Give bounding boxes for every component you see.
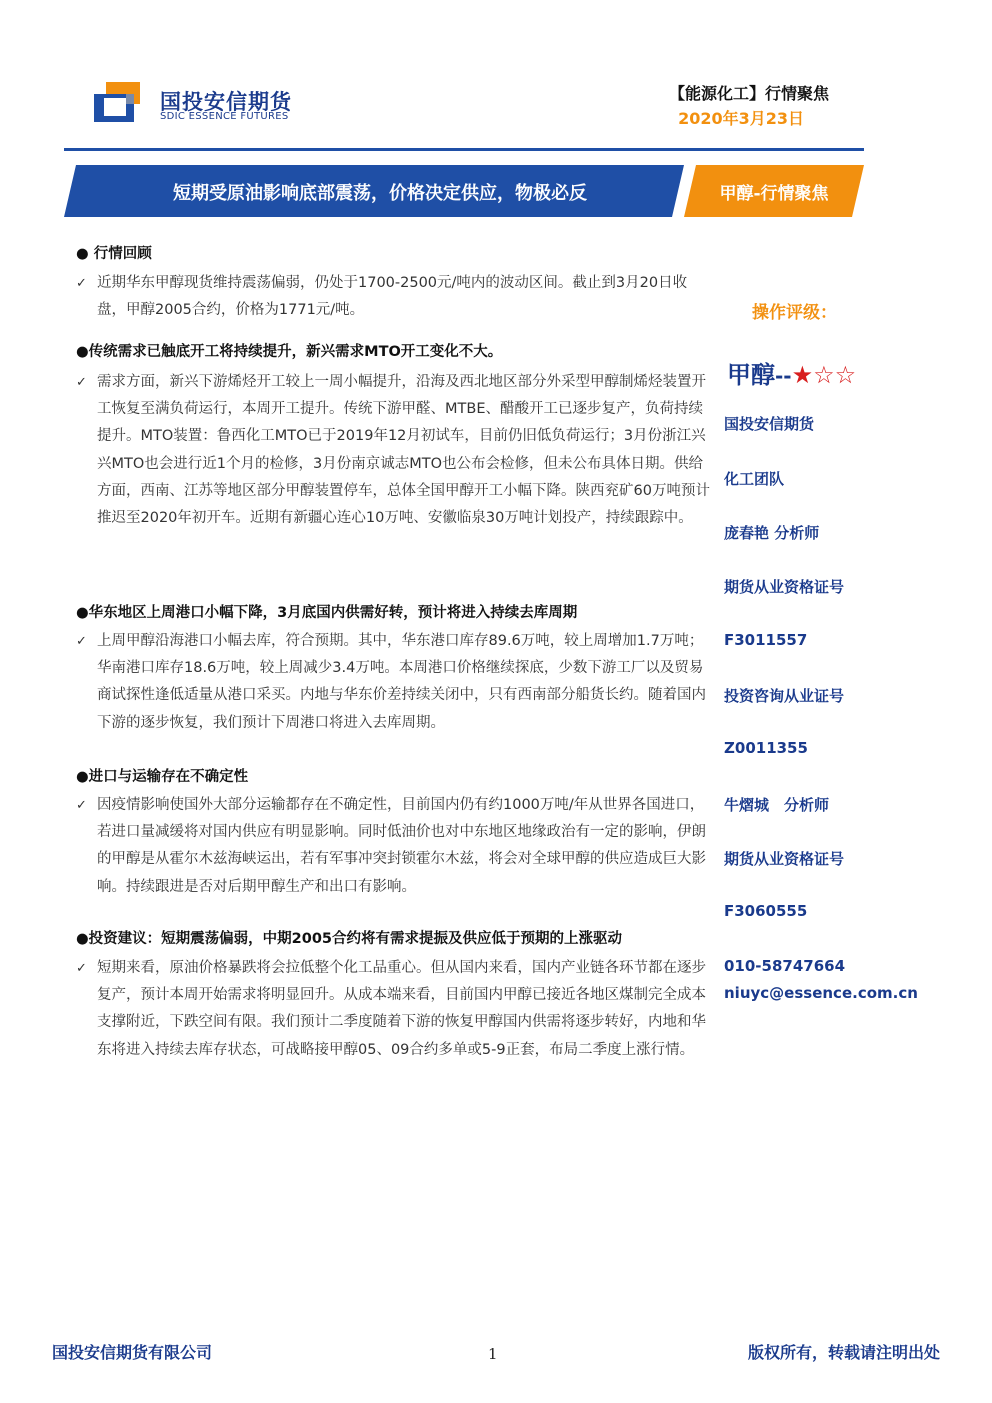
- license-number-2: F3060555: [724, 902, 808, 920]
- company-name-cn: 国投安信期货: [160, 90, 292, 114]
- company-logo: [92, 80, 150, 124]
- section-paragraph-investment-advice: ✓ 短期来看，原油价格暴跌将会拉低整个化工品重心。但从国内来看，国内产业链各环节都在逐步复产，预计本周开始需求将明显回升。从成本端来看，目前国内甲醇已接近各地区煤制完全成本支撑附近，下跌空间有限。我们预计二季度随着下游的恢复甲醇国内供需将逐步转好，内地和华东将进入持续去库存状态，可战略接甲醇05、09合约多单或5-9正套，布局二季度上涨行情。: [76, 955, 716, 1064]
- banner-title: 短期受原油影响底部震荡，价格决定供应，物极必反: [173, 183, 587, 204]
- report-date: 2020年3月23日: [678, 109, 804, 128]
- rating: [727, 355, 856, 390]
- consult-license-number: Z0011355: [724, 739, 808, 757]
- section-paragraph-port-inventory: ✓ 上周甲醇沿海港口小幅去库，符合预期。其中，华东港口库存89.6万吨，较上周增加1.7万吨；华南港口库存18.6万吨，较上周减少3.4万吨。本周港口价格继续探底，少数下游工厂以及贸易商试探性逢低适量从港口采买。内地与华东价差持续关闭中，只有西南部分船货长约。随着国内下游的逐步恢复，我们预计下周港口将进入去库周期。: [76, 628, 716, 737]
- rating-dash: --: [775, 364, 792, 388]
- section-heading-market-review: ● 行情回顾: [76, 246, 152, 262]
- check-icon: ✓: [76, 375, 87, 390]
- section-paragraph-market-review: ✓ 近期华东甲醇现货维持震荡偏弱，仍处于1700-2500元/吨内的波动区间。截止到3月20日收盘，甲醇2005合约，价格为1771元/吨。: [76, 270, 716, 326]
- check-icon: ✓: [76, 961, 87, 976]
- rating-label: 操作评级：: [752, 303, 837, 323]
- footer-copyright: 版权所有，转载请注明出处: [747, 1343, 940, 1362]
- section-paragraph-demand: ✓ 需求方面，新兴下游烯烃开工较上一周小幅提升，沿海及西北地区部分外采型甲醇制烯烃装置开工恢复至满负荷运行，本周开工提升。传统下游甲醛、MTBE、醋酸开工已逐步复产，负荷持续提升。MTO装置：鲁西化工MTO已于2019年12月初试车，目前仍旧低负荷运行；3月份浙江兴兴MTO也会进行近1个月的检修，3月份南京诚志MTO也公布会检修，但未公布具体日期。供给方面，西南、江苏等地区部分甲醇装置停车，总体全国甲醇开工小幅下降。陕西兖矿60万吨预计推迟至2020年初开车。近期有新疆心连心10万吨、安徽临泉30万吨计划投产，持续跟踪中。: [76, 369, 716, 532]
- check-icon: ✓: [76, 634, 87, 649]
- banner-tag: 甲醇-行情聚焦: [719, 184, 829, 204]
- section-heading-import: ●进口与运输存在不确定性: [76, 769, 249, 785]
- page-number: 1: [488, 1345, 498, 1363]
- section-heading-port-inventory: ●华东地区上周港口小幅下降，3月底国内供需好转，预计将进入持续去库周期: [76, 605, 578, 621]
- check-icon: ✓: [76, 798, 87, 813]
- contact-phone: 010-58747664: [724, 957, 846, 975]
- contact-email[interactable]: niuyc@essence.com.cn: [724, 984, 918, 1002]
- analyst-name-1: 庞春艳 分析师: [724, 524, 820, 542]
- section-paragraph-import: ✓ 因疫情影响使国外大部分运输都存在不确定性，目前国内仍有约1000万吨/年从世界各国进口，若进口量减缓将对国内供应有明显影响。同时低油价也对中东地区地缘政治有一定的影响，伊朗的甲醇是从霍尔木兹海峡运出，若有军事冲突封锁霍尔木兹，将会对全球甲醇的供应造成巨大影响。持续跟进是否对后期甲醇生产和出口有影响。: [76, 792, 716, 901]
- analyst-name-2: 牛熠城 分析师: [724, 796, 830, 814]
- section-heading-investment-advice: ●投资建议：短期震荡偏弱，中期2005合约将有需求提振及供应低于预期的上涨驱动: [76, 931, 623, 947]
- header-divider: [64, 148, 864, 151]
- check-icon: ✓: [76, 276, 87, 291]
- footer-company: 国投安信期货有限公司: [52, 1343, 213, 1362]
- rating-product: 甲醇: [727, 361, 775, 389]
- section-heading-demand: ●传统需求已触底开工将持续提升，新兴需求MTO开工变化不大。: [76, 344, 503, 360]
- sidebar-team: 化工团队: [724, 470, 785, 488]
- sidebar-firm: 国投安信期货: [724, 415, 815, 433]
- star-rating-icon: ★☆☆: [791, 361, 857, 389]
- report-type: 【能源化工】行情聚焦: [668, 84, 829, 103]
- license-number-1: F3011557: [724, 631, 808, 649]
- consult-license-label: 投资咨询从业证号: [724, 687, 845, 705]
- company-name-en: SDIC ESSENCE FUTURES: [160, 111, 289, 122]
- license-label-2: 期货从业资格证号: [724, 850, 845, 868]
- license-label-1: 期货从业资格证号: [724, 578, 845, 596]
